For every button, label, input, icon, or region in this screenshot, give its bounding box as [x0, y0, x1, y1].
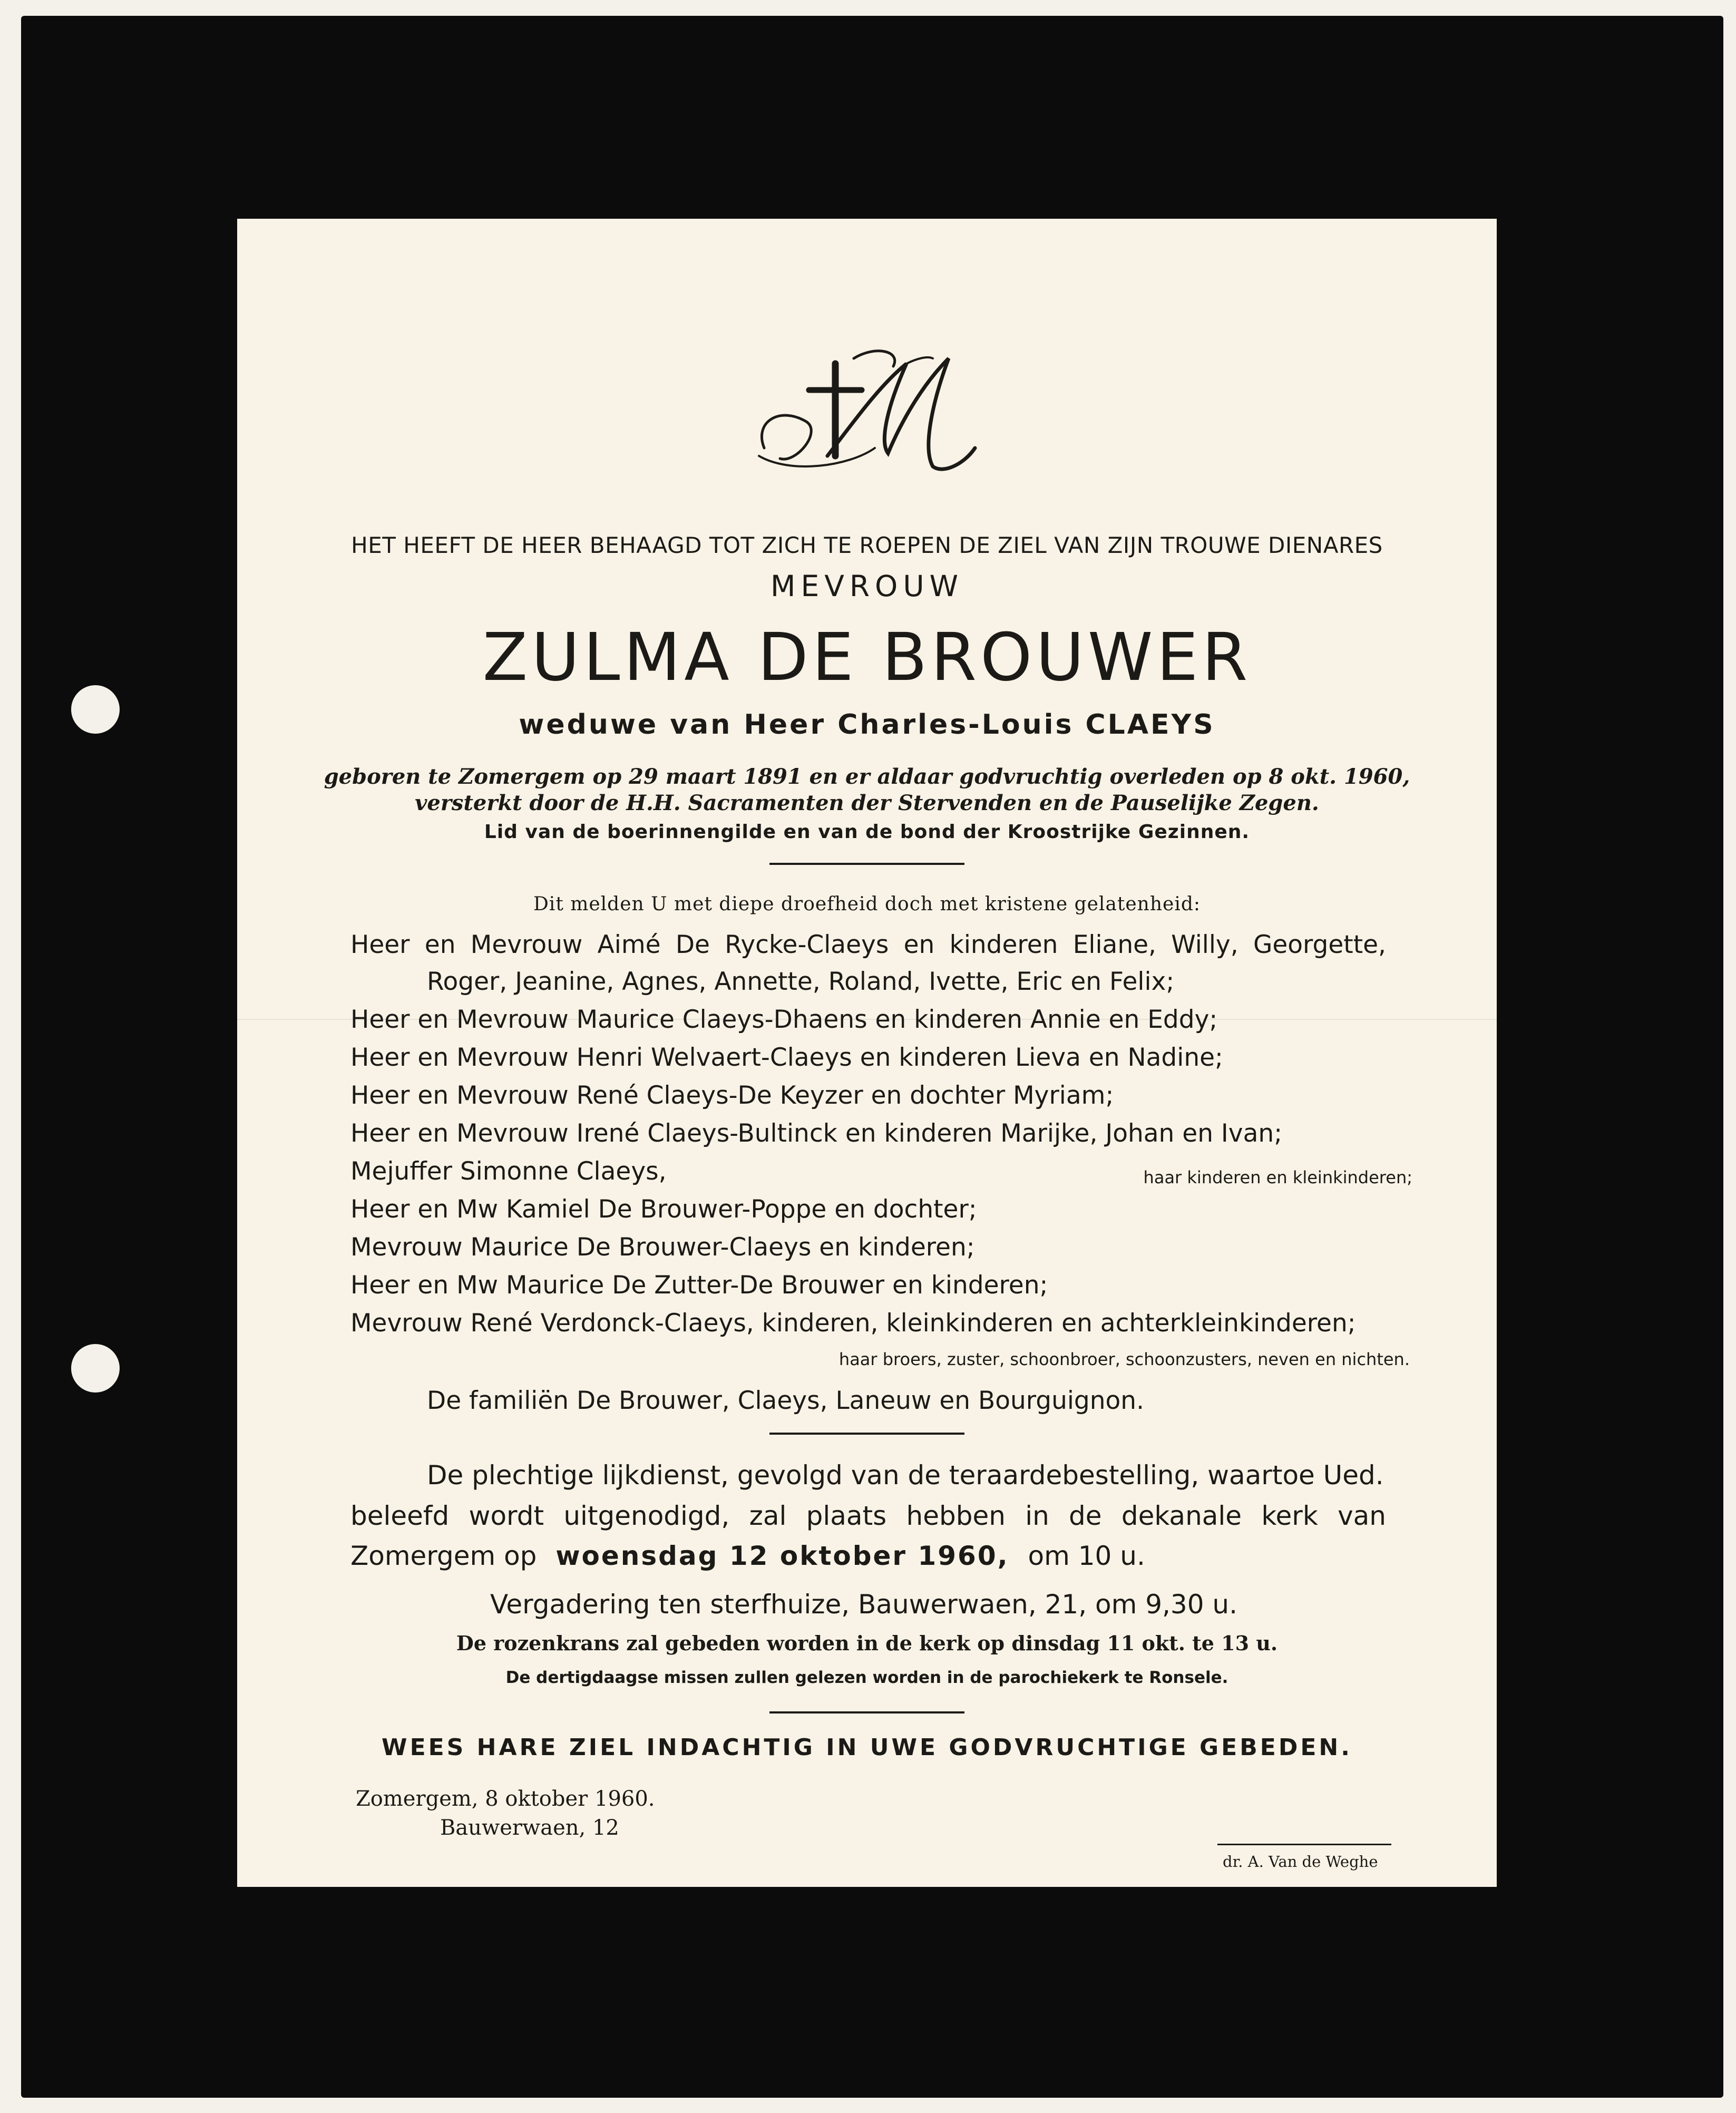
- service-line-3-pre: Zomergem op: [350, 1541, 537, 1571]
- membership-line: Lid van de boerinnengilde en van de bond der Kroostrijke Gezinnen.: [484, 821, 1250, 843]
- mourner-line: Mevrouw Maurice De Brouwer-Claeys en kinderen;: [350, 1233, 975, 1262]
- place-date: Zomergem, 8 oktober 1960.: [356, 1787, 655, 1811]
- cross-monogram-icon: [748, 343, 986, 501]
- relatives-note: haar broers, zuster, schoonbroer, schoonzusters, neven en nichten.: [838, 1349, 1410, 1369]
- mourner-line: Heer en Mw Kamiel De Brouwer-Poppe en dochter;: [350, 1195, 977, 1224]
- service-line-3-post: om 10 u.: [1028, 1541, 1145, 1571]
- funeral-date: woensdag 12 oktober 1960,: [555, 1541, 1009, 1571]
- mourner-line: Mejuffer Simonne Claeys,: [350, 1157, 667, 1186]
- rosary-line: De rozenkrans zal gebeden worden in de kerk op dinsdag 11 okt. te 13 u.: [456, 1631, 1278, 1655]
- service-line-2: beleefd wordt uitgenodigd, zal plaats hebben in de dekanale kerk van: [350, 1501, 1386, 1531]
- mourners-intro: Dit melden U met diepe droefheid doch met kristene gelatenheid:: [533, 893, 1201, 915]
- intro-line: HET HEEFT DE HEER BEHAAGD TOT ZICH TE ROEPEN DE ZIEL VAN ZIJN TROUWE DIENARES: [351, 532, 1383, 558]
- printer-credit: dr. A. Van de Weghe: [1223, 1853, 1378, 1871]
- punch-hole-upper: [71, 685, 120, 734]
- simonne-note: haar kinderen en kleinkinderen;: [1143, 1167, 1412, 1187]
- title-mevrouw: MEVROUW: [771, 569, 963, 603]
- prayer-line: WEES HARE ZIEL INDACHTIG IN UWE GODVRUCHTIGE GEBEDEN.: [382, 1734, 1352, 1761]
- mourner-line: Heer en Mevrouw Maurice Claeys-Dhaens en kinderen Annie en Eddy;: [350, 1005, 1218, 1034]
- families-line: De familiën De Brouwer, Claeys, Laneuw en Bourguignon.: [427, 1386, 1145, 1415]
- mourner-line: Roger, Jeanine, Agnes, Annette, Roland, Ivette, Eric en Felix;: [427, 967, 1175, 996]
- gathering-line: Vergadering ten sterfhuize, Bauwerwaen, 21, om 9,30 u.: [490, 1589, 1238, 1620]
- deceased-name: ZULMA DE BROUWER: [482, 619, 1252, 696]
- mourner-line: Heer en Mevrouw Henri Welvaert-Claeys en kinderen Lieva en Nadine;: [350, 1043, 1223, 1072]
- widow-of-line: weduwe van Heer Charles-Louis CLAEYS: [519, 709, 1215, 741]
- mourner-line: Heer en Mw Maurice De Zutter-De Brouwer en kinderen;: [350, 1271, 1048, 1300]
- mourner-line: Mevrouw René Verdonck-Claeys, kinderen, kleinkinderen en achterkleinkinderen;: [350, 1309, 1356, 1338]
- mourner-line: Heer en Mevrouw René Claeys-De Keyzer en dochter Myriam;: [350, 1081, 1114, 1110]
- sacraments-line: versterkt door de H.H. Sacramenten der Stervenden en de Pauselijke Zegen.: [415, 791, 1319, 815]
- punch-hole-lower: [71, 1344, 120, 1393]
- mourner-line: Heer en Mevrouw Aimé De Rycke-Claeys en kinderen Eliane, Willy, Georgette,: [350, 930, 1386, 959]
- masses-line: De dertigdaagse missen zullen gelezen worden in de parochiekerk te Ronsele.: [505, 1668, 1228, 1687]
- mourner-line: Heer en Mevrouw Irené Claeys-Bultinck en kinderen Marijke, Johan en Ivan;: [350, 1119, 1283, 1148]
- divider-2: [769, 1433, 964, 1435]
- birth-death-line: geboren te Zomergem op 29 maart 1891 en er aldaar godvruchtig overleden op 8 okt. 1960,: [324, 764, 1410, 789]
- divider-3: [769, 1711, 964, 1713]
- service-line-3: [350, 1541, 1145, 1571]
- address: Bauwerwaen, 12: [440, 1816, 619, 1840]
- service-line-1: De plechtige lijkdienst, gevolgd van de teraardebestelling, waartoe Ued.: [427, 1460, 1384, 1491]
- printer-rule: [1217, 1844, 1391, 1845]
- divider-1: [769, 863, 964, 865]
- memorial-card: [237, 219, 1497, 1887]
